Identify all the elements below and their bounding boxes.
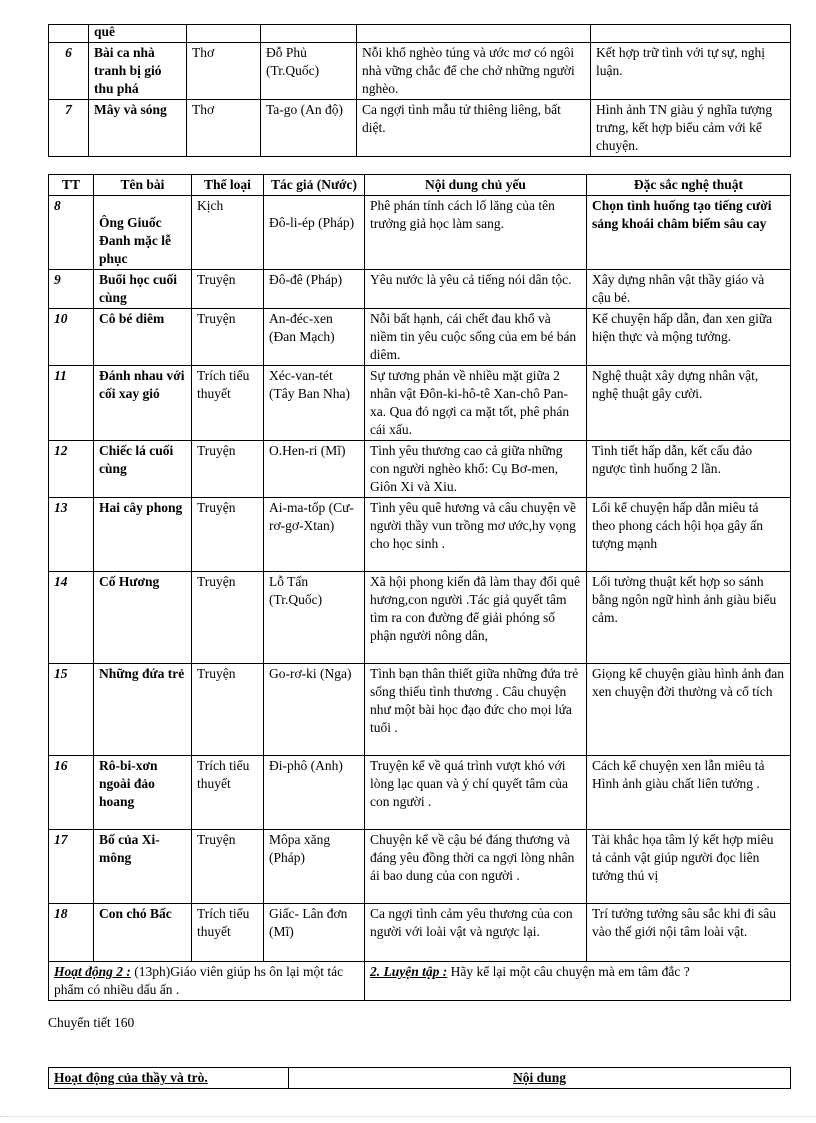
cell-genre: Trích tiểu thuyết <box>192 366 264 441</box>
cell-title: Bài ca nhà tranh bị gió thu phá <box>89 43 187 100</box>
cell-tt: 13 <box>49 498 94 572</box>
cell-content: Phê phán tính cách lố lăng của tên trưởng giả học làm sang. <box>365 196 587 270</box>
cell-author: Môpa xăng (Pháp) <box>264 830 365 904</box>
footer-left-header: Hoạt động của thầy và trò. <box>49 1068 289 1089</box>
cell-content: Tình yêu quê hương và câu chuyện về người thầy vun trồng mơ ước,hy vọng cho học sinh . <box>365 498 587 572</box>
table-row <box>49 25 791 43</box>
table-row <box>49 196 791 270</box>
cell-title: Đánh nhau với cối xay gió <box>94 366 192 441</box>
footer-table <box>48 1067 791 1089</box>
cell-genre: Thơ <box>187 43 261 100</box>
cell-title: Cố Hương <box>94 572 192 664</box>
cell-art: Tài khắc họa tâm lý kết hợp miêu tả cảnh vật giúp người đọc liên tưởng thú vị <box>587 830 791 904</box>
cell-tt: 9 <box>49 270 94 309</box>
cell-tt: 11 <box>49 366 94 441</box>
activity-right-label: 2. Luyện tập : <box>370 964 448 979</box>
cell-tt: 12 <box>49 441 94 498</box>
cell-genre: Truyện <box>192 572 264 664</box>
header-art: Đặc sắc nghệ thuật <box>587 175 791 196</box>
cell-genre: Trích tiểu thuyết <box>192 756 264 830</box>
header-tt: TT <box>49 175 94 196</box>
cell-art: Xây dựng nhân vật thầy giáo và cậu bé. <box>587 270 791 309</box>
cell-art: Trí tưởng tưởng sâu sắc khi đi sâu vào thế giới nội tâm loài vật. <box>587 904 791 962</box>
cell-tt: 18 <box>49 904 94 962</box>
cell-author: An-đéc-xen (Đan Mạch) <box>264 309 365 366</box>
cell-content: Tình bạn thân thiết giữa những đứa trẻ sống thiếu tình thương . Câu chuyện như một bài học đạo đức cho mọi lứa tuổi . <box>365 664 587 756</box>
header-genre: Thể loại <box>192 175 264 196</box>
header-author: Tác giả (Nước) <box>264 175 365 196</box>
cell-content: Truyện kể về quá trình vượt khó với lòng lạc quan và ý chí quyết tâm của con người . <box>365 756 587 830</box>
cell-content: Nỗi bất hạnh, cái chết đau khổ và niềm tin yêu cuộc sống của em bé bán diêm. <box>365 309 587 366</box>
cell-content: Nỗi khổ nghèo túng và ước mơ có ngôi nhà vững chắc để che chở những người nghèo. <box>357 43 591 100</box>
cell-author <box>261 25 357 43</box>
table-row <box>49 664 791 756</box>
cell-author: Go-rơ-ki (Nga) <box>264 664 365 756</box>
activity-left-label: Hoạt động 2 : <box>54 964 131 979</box>
cell-author: Đỗ Phủ (Tr.Quốc) <box>261 43 357 100</box>
cell-content: Tình yêu thương cao cả giữa những con người nghèo khổ: Cụ Bơ-men, Giôn Xi và Xiu. <box>365 441 587 498</box>
header-content: Nội dung chủ yếu <box>365 175 587 196</box>
cell-content: Sự tương phản về nhiều mặt giữa 2 nhân vật Đôn-ki-hô-tê Xan-chô Pan-xa. Qua đó ngợi ca mặt tốt, phê phán cái xấu. <box>365 366 587 441</box>
cell-author: Lỗ Tấn (Tr.Quốc) <box>264 572 365 664</box>
activity-row <box>49 962 791 1001</box>
cell-author: Đô-đê (Pháp) <box>264 270 365 309</box>
cell-art: Nghệ thuật xây dựng nhân vật, nghệ thuật gây cười. <box>587 366 791 441</box>
cell-title: quê <box>89 25 187 43</box>
cell-tt <box>49 25 89 43</box>
table-row <box>49 498 791 572</box>
cell-tt: 14 <box>49 572 94 664</box>
header-row <box>49 175 791 196</box>
cell-tt: 16 <box>49 756 94 830</box>
cell-author: Đô-li-ép (Pháp) <box>264 196 365 270</box>
cell-art: Cách kể chuyện xen lẫn miêu tả Hình ảnh giàu chất liên tưởng . <box>587 756 791 830</box>
cell-content: Ca ngợi tình cảm yêu thương của con người với loài vật và ngược lại. <box>365 904 587 962</box>
table-row <box>49 904 791 962</box>
table-row <box>49 830 791 904</box>
cell-tt: 10 <box>49 309 94 366</box>
cell-genre: Kịch <box>192 196 264 270</box>
cell-art: Hình ảnh TN giàu ý nghĩa tượng trưng, kết hợp biểu cảm với kể chuyện. <box>591 100 791 157</box>
activity-right <box>365 962 791 1001</box>
cell-tt: 8 <box>49 196 94 270</box>
cell-title: Buổi học cuối cùng <box>94 270 192 309</box>
footer-right-header: Nội dung <box>289 1068 791 1089</box>
main-table <box>48 174 791 1001</box>
cell-genre: Truyện <box>192 270 264 309</box>
cell-title: Bố của Xi-mông <box>94 830 192 904</box>
cell-content: Ca ngợi tình mẫu tử thiêng liêng, bất diệt. <box>357 100 591 157</box>
cell-art: Chọn tình huống tạo tiếng cười sảng khoái châm biếm sâu cay <box>587 196 791 270</box>
cell-title: Ông Giuốc Đanh mặc lễ phục <box>94 196 192 270</box>
table-row <box>49 441 791 498</box>
cell-title: Mây và sóng <box>89 100 187 157</box>
table-row <box>49 309 791 366</box>
table-row <box>49 572 791 664</box>
section-caption: Chuyển tiết 160 <box>48 1015 135 1030</box>
cell-tt: 7 <box>49 100 89 157</box>
cell-genre: Thơ <box>187 100 261 157</box>
header-title: Tên bài <box>94 175 192 196</box>
activity-left <box>49 962 365 1001</box>
table-row <box>49 756 791 830</box>
cell-author: O.Hen-ri (Mĩ) <box>264 441 365 498</box>
activity-right-text: Hãy kể lại một câu chuyện mà em tâm đắc ? <box>450 964 690 979</box>
cell-title: Chiếc lá cuối cùng <box>94 441 192 498</box>
cell-title: Hai cây phong <box>94 498 192 572</box>
cell-art: Kể chuyện hấp dẫn, đan xen giữa hiện thực và mộng tưởng. <box>587 309 791 366</box>
table-row <box>49 100 791 157</box>
cell-content: Yêu nước là yêu cả tiếng nói dân tộc. <box>365 270 587 309</box>
cell-tt: 6 <box>49 43 89 100</box>
top-table <box>48 24 791 157</box>
cell-art: Lối tường thuật kết hợp so sánh bằng ngôn ngữ hình ảnh giàu biểu cảm. <box>587 572 791 664</box>
cell-art: Lối kể chuyện hấp dẫn miêu tả theo phong cách hội họa gây ấn tượng mạnh <box>587 498 791 572</box>
cell-art <box>591 25 791 43</box>
cell-content <box>357 25 591 43</box>
cell-genre <box>187 25 261 43</box>
footer-header-row <box>49 1068 791 1089</box>
cell-content: Xã hội phong kiến đã làm thay đổi quê hương,con người .Tác giả quyết tâm tìm ra con đường để giải phóng số phận người nông dân, <box>365 572 587 664</box>
activity-left-text: (13ph)Giáo viên giúp hs ôn lại một tác phẩm có nhiều dấu ấn . <box>54 964 344 997</box>
cell-author: Xéc-van-tét (Tây Ban Nha) <box>264 366 365 441</box>
cell-author: Ai-ma-tốp (Cư-rơ-gơ-Xtan) <box>264 498 365 572</box>
cell-content: Chuyện kể về cậu bé đáng thương và đáng yêu đồng thời ca ngợi lòng nhân ái bao dung của con người . <box>365 830 587 904</box>
cell-tt: 17 <box>49 830 94 904</box>
cell-title: Con chó Bấc <box>94 904 192 962</box>
page-edge <box>0 1116 816 1117</box>
cell-art: Kết hợp trữ tình với tự sự, nghị luận. <box>591 43 791 100</box>
table-row <box>49 43 791 100</box>
table-row <box>49 366 791 441</box>
cell-author: Giấc- Lân đơn (Mĩ) <box>264 904 365 962</box>
cell-genre: Trích tiểu thuyết <box>192 904 264 962</box>
cell-title: Những đứa trẻ <box>94 664 192 756</box>
cell-genre: Truyện <box>192 441 264 498</box>
table-row <box>49 270 791 309</box>
cell-genre: Truyện <box>192 830 264 904</box>
cell-genre: Truyện <box>192 664 264 756</box>
cell-title: Cô bé diêm <box>94 309 192 366</box>
cell-genre: Truyện <box>192 498 264 572</box>
cell-art: Tình tiết hấp dẫn, kết cấu đảo ngược tình huống 2 lần. <box>587 441 791 498</box>
cell-genre: Truyện <box>192 309 264 366</box>
cell-title: Rô-bi-xơn ngoài đảo hoang <box>94 756 192 830</box>
cell-tt: 15 <box>49 664 94 756</box>
cell-author: Ta-go (An độ) <box>261 100 357 157</box>
cell-art: Giọng kể chuyện giàu hình ảnh đan xen chuyện đời thường và cổ tích <box>587 664 791 756</box>
cell-author: Đi-phô (Anh) <box>264 756 365 830</box>
